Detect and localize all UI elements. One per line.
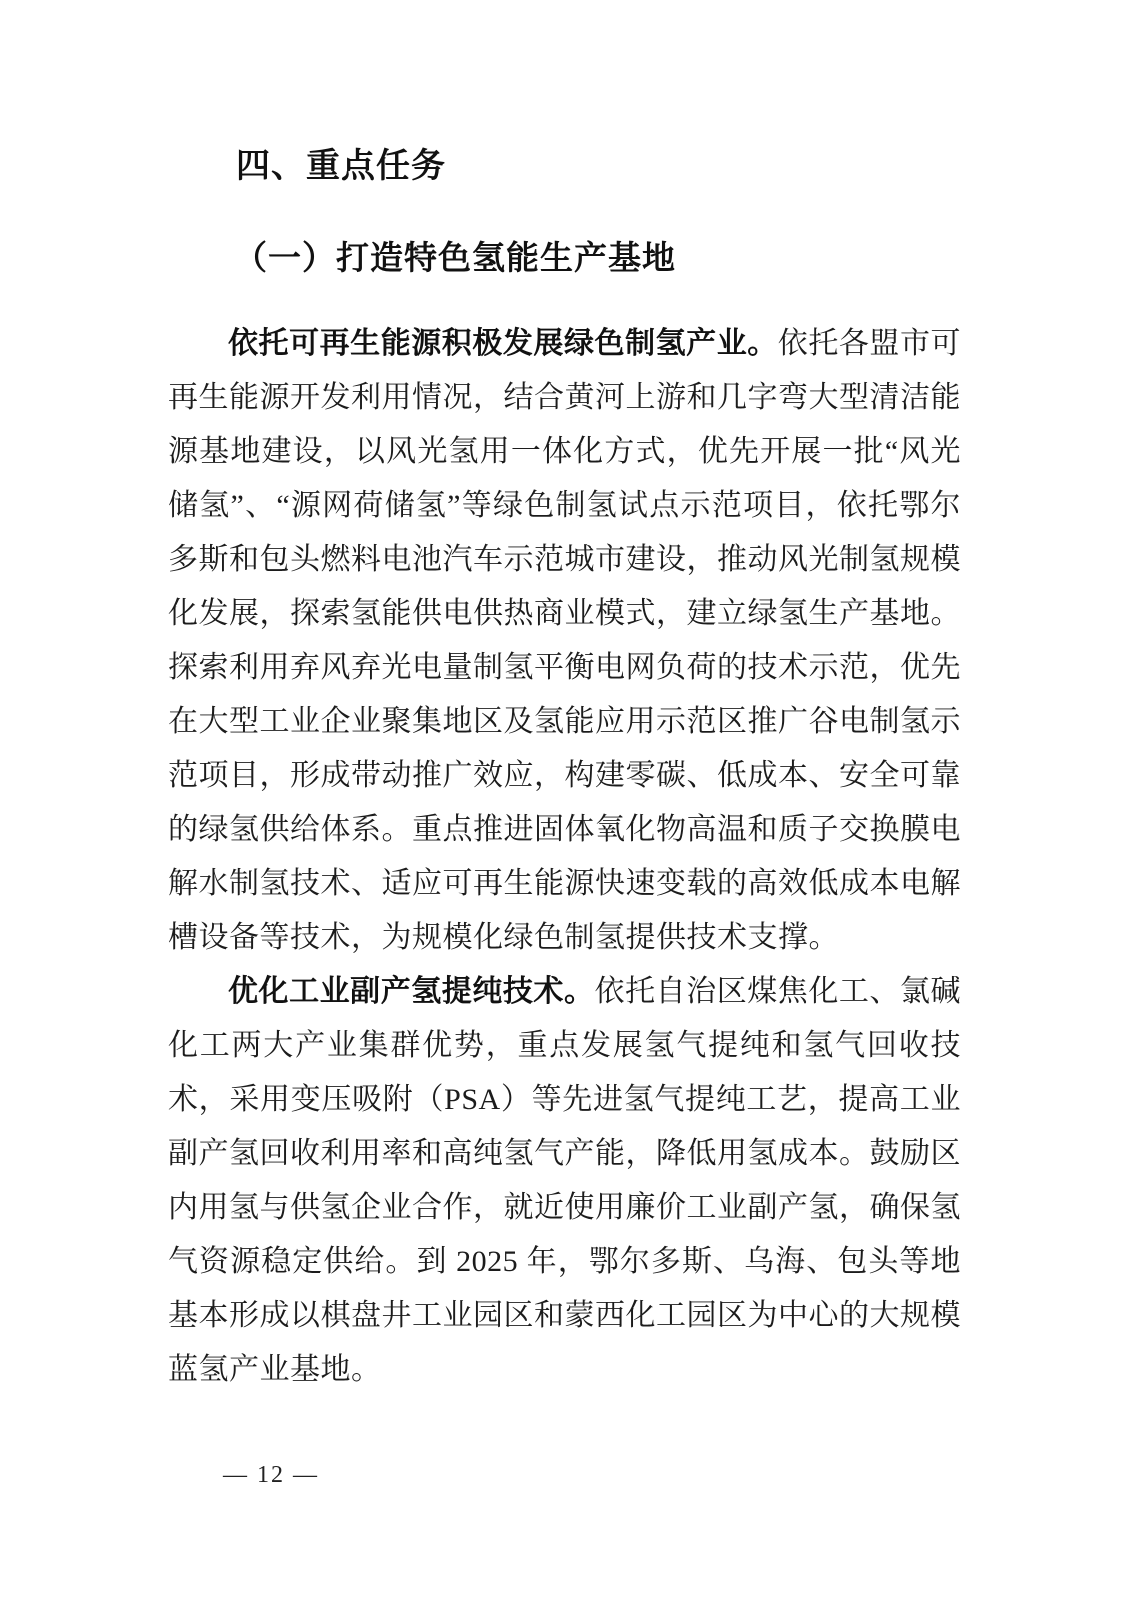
paragraph <box>168 317 961 965</box>
paragraph <box>168 965 961 1397</box>
paragraph-body: 依托各盟市可再生能源开发利用情况，结合黄河上游和几字弯大型清洁能源基地建设，以风光氢用一体化方式，优先开展一批“风光储氢”、“源网荷储氢”等绿色制氢试点示范项目，依托鄂尔多斯和包头燃料电池汽车示范城市建设，推动风光制氢规模化发展，探索氢能供电供热商业模式，建立绿氢生产基地。探索利用弃风弃光电量制氢平衡电网负荷的技术示范，优先在大型工业企业聚集地区及氢能应用示范区推广谷电制氢示范项目，形成带动推广效应，构建零碳、低成本、安全可靠的绿氢供给体系。重点推进固体氧化物高温和质子交换膜电解水制氢技术、适应可再生能源快速变载的高效低成本电解槽设备等技术，为规模化绿色制氢提供技术支撑。 <box>168 327 962 954</box>
paragraph-body: 依托自治区煤焦化工、氯碱化工两大产业集群优势，重点发展氢气提纯和氢气回收技术，采用变压吸附（PSA）等先进氢气提纯工艺，提高工业副产氢回收利用率和高纯氢气产能，降低用氢成本。鼓励区内用氢与供氢企业合作，就近使用廉价工业副产氢，确保氢气资源稳定供给。到 2025 年，鄂尔多斯、乌海、包头等地基本形成以棋盘井工业园区和蒙西化工园区为中心的大规模蓝氢产业基地。 <box>168 975 962 1386</box>
paragraph-lead: 依托可再生能源积极发展绿色制氢产业。 <box>228 327 778 360</box>
paragraph-lead: 优化工业副产氢提纯技术。 <box>228 975 595 1008</box>
page-number: — 12 — <box>223 1462 319 1488</box>
section-heading: 四、重点任务 <box>236 147 446 185</box>
document-page <box>168 145 961 1397</box>
subsection-heading: （一）打造特色氢能生产基地 <box>234 241 676 277</box>
